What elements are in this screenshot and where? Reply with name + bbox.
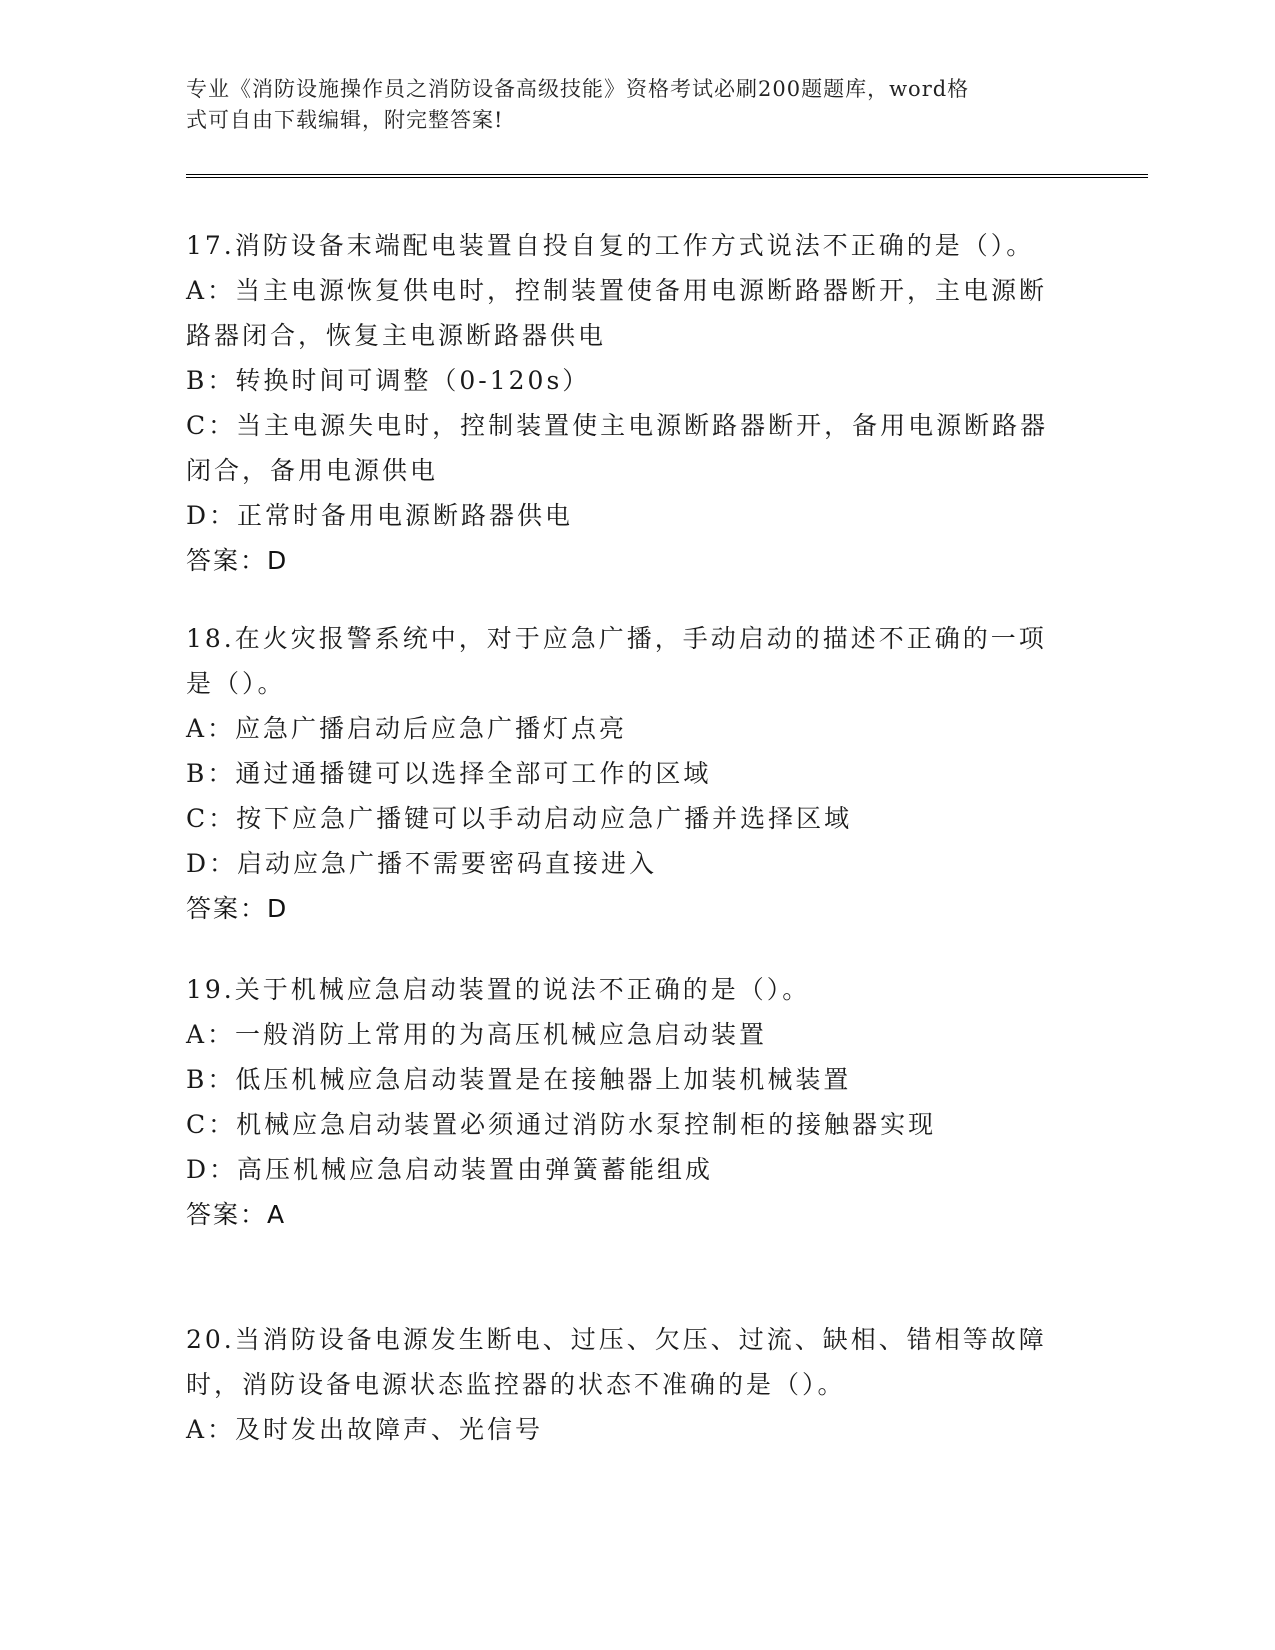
- question-19-option-c: C：机械应急启动装置必须通过消防水泵控制柜的接触器实现: [186, 1110, 937, 1139]
- question-17-option-a-line-2: 路器闭合，恢复主电源断路器供电: [186, 321, 607, 350]
- question-17-option-c-line-2: 闭合，备用电源供电: [186, 456, 439, 485]
- question-20: [186, 1317, 1076, 1452]
- question-18-answer: 答案：D: [186, 894, 289, 923]
- question-17-stem-line-1: 17.消防设备末端配电装置自投自复的工作方式说法不正确的是（）。: [186, 231, 1035, 260]
- question-17-option-b: B：转换时间可调整（0-120s）: [186, 366, 591, 395]
- question-19-answer: 答案：A: [186, 1200, 287, 1229]
- question-20-option-a: A：及时发出故障声、光信号: [186, 1415, 544, 1444]
- header-line-1: 专业《消防设施操作员之消防设备高级技能》资格考试必刷200题题库，word格: [186, 77, 970, 101]
- question-19-option-b: B：低压机械应急启动装置是在接触器上加装机械装置: [186, 1065, 852, 1094]
- question-18-stem-line-1: 18.在火灾报警系统中，对于应急广播，手动启动的描述不正确的一项: [186, 624, 1047, 653]
- question-18-option-a: A：应急广播启动后应急广播灯点亮: [186, 714, 628, 743]
- question-18: [186, 616, 1076, 931]
- question-17-option-d: D：正常时备用电源断路器供电: [186, 501, 574, 530]
- question-18-option-b: B：通过通播键可以选择全部可工作的区域: [186, 759, 712, 788]
- header-divider: [186, 174, 1148, 178]
- page-header: [186, 74, 1076, 136]
- question-17-answer: 答案：D: [186, 546, 289, 575]
- question-18-option-c: C：按下应急广播键可以手动启动应急广播并选择区域: [186, 804, 853, 833]
- question-20-stem-line-1: 20.当消防设备电源发生断电、过压、欠压、过流、缺相、错相等故障: [186, 1325, 1047, 1354]
- question-17: [186, 223, 1076, 583]
- question-18-option-d: D：启动应急广播不需要密码直接进入: [186, 849, 658, 878]
- question-19-option-d: D：高压机械应急启动装置由弹簧蓄能组成: [186, 1155, 714, 1184]
- question-20-stem-line-2: 时，消防设备电源状态监控器的状态不准确的是（）。: [186, 1370, 846, 1399]
- question-19-stem: 19.关于机械应急启动装置的说法不正确的是（）。: [186, 975, 811, 1004]
- question-17-option-c-line-1: C：当主电源失电时，控制装置使主电源断路器断开，备用电源断路器: [186, 411, 1049, 440]
- question-18-stem-line-2: 是（）。: [186, 669, 286, 698]
- question-19-option-a: A：一般消防上常用的为高压机械应急启动装置: [186, 1020, 768, 1049]
- question-19: [186, 967, 1076, 1237]
- header-line-2: 式可自由下载编辑，附完整答案!: [186, 108, 504, 132]
- question-17-option-a-line-1: A：当主电源恢复供电时，控制装置使备用电源断路器断开，主电源断: [186, 276, 1048, 305]
